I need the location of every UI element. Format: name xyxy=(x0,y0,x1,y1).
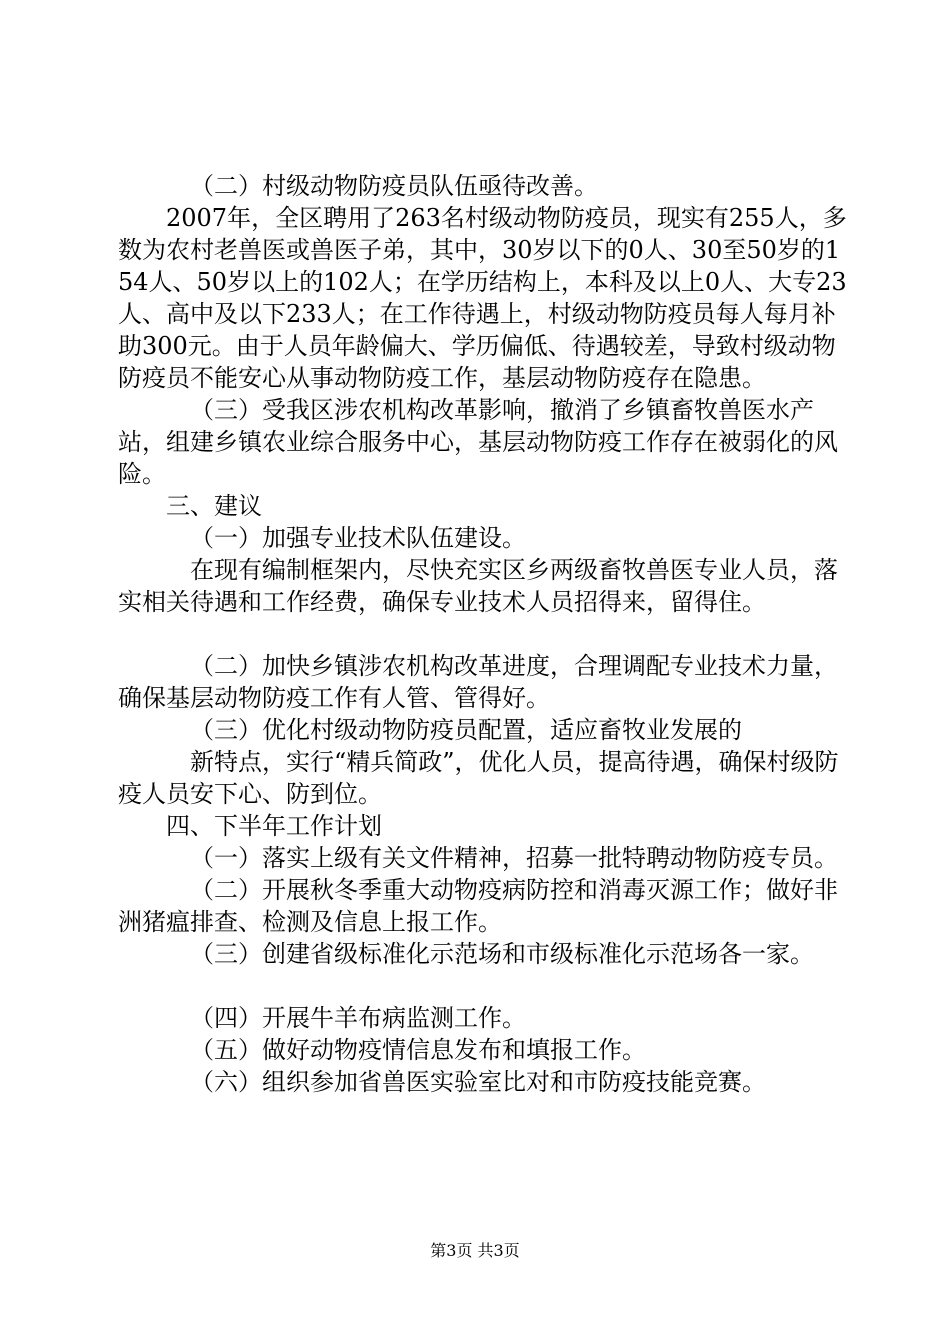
paragraph: （一）落实上级有关文件精神，招募一批特聘动物防疫专员。 xyxy=(190,844,838,872)
page-footer: 第3页 共3页 xyxy=(430,1241,520,1260)
paragraph: （三）受我区涉农机构改革影响，撤消了乡镇畜牧兽医水产站，组建乡镇农业综合服务中心，基层动物防疫工作存在被弱化的风险。 xyxy=(118,396,838,488)
paragraph: 三、建议 xyxy=(166,492,262,520)
paragraph: 新特点，实行“精兵简政”，优化人员，提高待遇，确保村级防疫人员安下心、防到位。 xyxy=(118,748,839,808)
paragraph: （三）优化村级动物防疫员配置，适应畜牧业发展的 xyxy=(190,716,742,744)
blank-line xyxy=(118,970,848,1002)
document-body xyxy=(118,170,848,1098)
paragraph: （二）加快乡镇涉农机构改革进度，合理调配专业技术力量，确保基层动物防疫工作有人管、管得好。 xyxy=(118,652,838,712)
blank-line xyxy=(118,618,848,650)
paragraph: （二）开展秋冬季重大动物疫病防控和消毒灭源工作；做好非洲猪瘟排查、检测及信息上报工作。 xyxy=(118,876,838,936)
paragraph: （四）开展牛羊布病监测工作。 xyxy=(190,1004,526,1032)
paragraph: （六）组织参加省兽医实验室比对和市防疫技能竞赛。 xyxy=(190,1068,766,1096)
paragraph: 在现有编制框架内，尽快充实区乡两级畜牧兽医专业人员，落实相关待遇和工作经费，确保专业技术人员招得来，留得住。 xyxy=(118,556,838,616)
paragraph: 2007年，全区聘用了263名村级动物防疫员，现实有255人，多数为农村老兽医或兽医子弟，其中，30岁以下的0人、30至50岁的154人、50岁以上的102人；在学历结构上，本科及以上0人、大专23人、高中及以下233人；在工作待遇上，村级动物防疫员每人每月补助300元。由于人员年龄偏大、学历偏低、待遇较差，导致村级动物防疫员不能安心从事动物防疫工作，基层动物防疫存在隐患。 xyxy=(118,204,847,392)
paragraph: （五）做好动物疫情信息发布和填报工作。 xyxy=(190,1036,646,1064)
paragraph: （一）加强专业技术队伍建设。 xyxy=(190,524,526,552)
paragraph: （二）村级动物防疫员队伍亟待改善。 xyxy=(190,172,598,200)
paragraph: 四、下半年工作计划 xyxy=(166,812,382,840)
paragraph: （三）创建省级标准化示范场和市级标准化示范场各一家。 xyxy=(190,940,814,968)
